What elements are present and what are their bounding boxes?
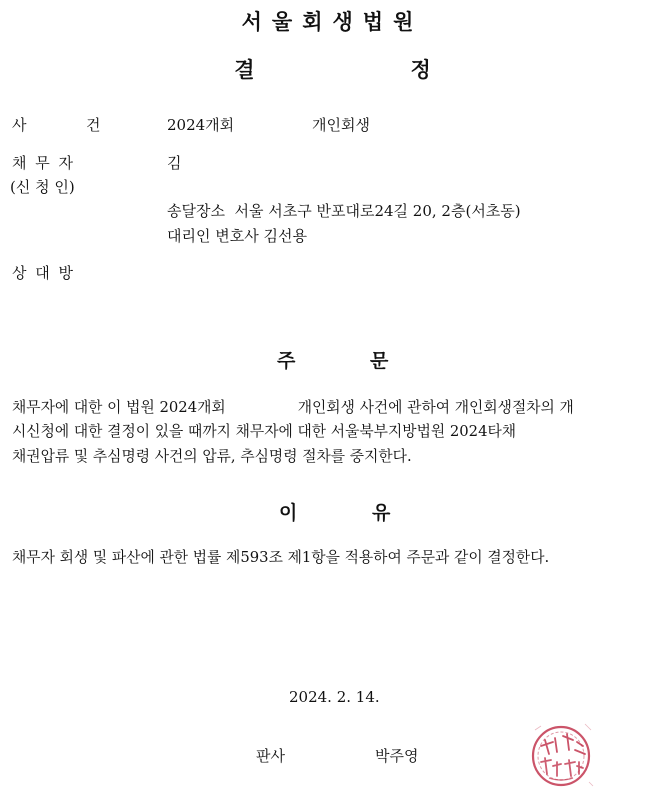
order-line-1a: 채무자에 대한 이 법원 2024개회 [12,399,226,416]
order-line-2: 시신청에 대한 결정이 있을 때까지 채무자에 대한 서울북부지방법원 2024타채 [12,423,517,440]
case-label-right: 건 [86,116,101,134]
judge-title: 판사 [256,747,285,765]
order-line-1b: 개인회생 사건에 관하여 개인회생절차의 개 [297,399,574,416]
order-heading-right: 문 [370,350,389,372]
order-line-3: 채권압류 및 추심명령 사건의 압류, 추심명령 절차를 중지한다. [12,448,412,465]
document-type-right: 정 [410,57,431,82]
debtor-label: 채 무 자 [12,154,76,172]
case-number: 2024개회 [167,116,235,134]
decision-date: 2024. 2. 14. [289,688,380,706]
court-name: 서울회생법원 [241,9,424,34]
case-type: 개인회생 [312,116,370,134]
agent-name: 대리인 변호사 김선용 [167,227,307,245]
case-label-left: 사 [12,116,27,134]
reason-heading-right: 유 [372,502,391,524]
reason-heading-left: 이 [279,502,298,524]
counterparty-label: 상 대 방 [12,264,76,282]
judge-name: 박주영 [375,747,419,765]
order-heading-left: 주 [277,350,296,372]
service-address-value: 서울 서초구 반포대로24길 20, 2층(서초동) [234,202,521,220]
order-line-1 [12,396,574,417]
document-type-heading [0,54,665,84]
debtor-name: 김 [167,154,182,172]
seal-stamp-icon [527,716,599,792]
applicant-label: (신 청 인) [10,178,75,196]
service-address-label: 송달장소 [167,202,225,220]
judge-seal [527,716,599,792]
service-address [167,200,521,221]
reason-text: 채무자 회생 및 파산에 관한 법률 제593조 제1항을 적용하여 주문과 같이 결정한다. [12,549,550,566]
document-type-left: 결 [234,57,255,82]
